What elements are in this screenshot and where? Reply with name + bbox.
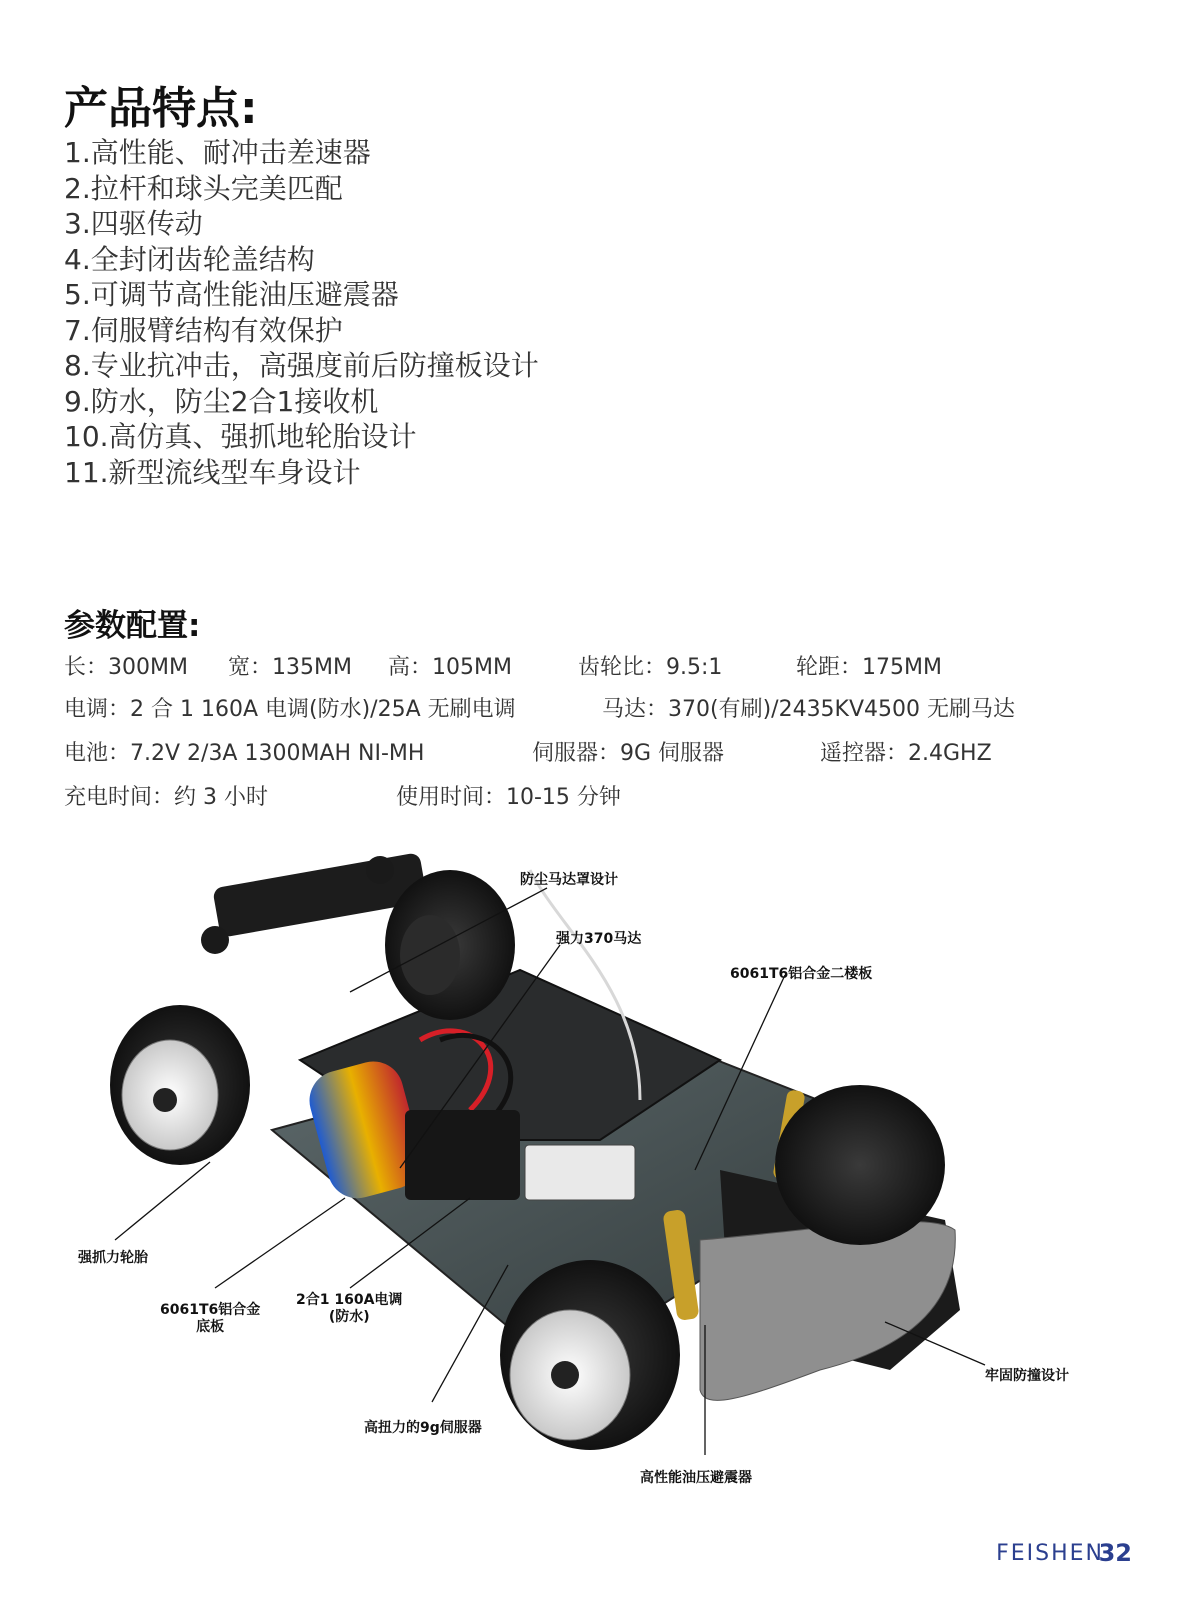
feature-item: 2.拉杆和球头完美匹配 bbox=[64, 171, 343, 205]
page-number: 32 bbox=[1098, 1539, 1132, 1567]
feature-item: 11.新型流线型车身设计 bbox=[64, 455, 361, 489]
rear-left-wheel bbox=[110, 1005, 250, 1165]
spec-wheelbase: 轮距：175MM bbox=[796, 655, 942, 680]
params-title: 参数配置: bbox=[64, 608, 201, 644]
spec-servo: 伺服器：9G 伺服器 bbox=[532, 741, 725, 766]
feature-item: 5.可调节高性能油压避震器 bbox=[64, 278, 399, 311]
spec-height: 高：105MM bbox=[388, 655, 512, 680]
feature-item: 1.高性能、耐冲击差速器 bbox=[64, 136, 371, 169]
spec-esc: 电调：2 合 1 160A 电调(防水)/25A 无刷电调 bbox=[64, 697, 516, 722]
feature-item: 9.防水，防尘2合1接收机 bbox=[64, 384, 379, 418]
spec-length: 长：300MM bbox=[64, 655, 188, 680]
feature-item: 10.高仿真、强抓地轮胎设计 bbox=[64, 420, 417, 453]
front-right-wheel bbox=[775, 1085, 945, 1245]
callout-tires: 强抓力轮胎 bbox=[78, 1250, 148, 1266]
callout-dust-cover: 防尘马达罩设计 bbox=[520, 872, 618, 888]
rc-car-chassis-image bbox=[0, 810, 1200, 1570]
feature-item: 4.全封闭齿轮盖结构 bbox=[64, 242, 315, 276]
callout-shock: 高性能油压避震器 bbox=[640, 1470, 752, 1486]
spec-battery: 电池：7.2V 2/3A 1300MAH NI-MH bbox=[64, 741, 425, 766]
spec-charge-time: 充电时间：约 3 小时 bbox=[64, 785, 268, 810]
brand-logo: FEISHEN bbox=[996, 1541, 1104, 1566]
callout-esc: 2合1 160A电调 (防水) bbox=[296, 1292, 403, 1325]
callout-bumper: 牢固防撞设计 bbox=[985, 1368, 1069, 1384]
spec-use-time: 使用时间：10-15 分钟 bbox=[396, 785, 621, 810]
feature-item: 8.专业抗冲击，高强度前后防撞板设计 bbox=[64, 349, 539, 382]
spec-remote: 遥控器：2.4GHZ bbox=[820, 741, 992, 766]
spec-motor: 马达：370(有刷)/2435KV4500 无刷马达 bbox=[602, 697, 1016, 722]
front-left-wheel bbox=[500, 1260, 680, 1450]
spec-width: 宽：135MM bbox=[228, 655, 352, 680]
callout-chassis: 6061T6铝合金 底板 bbox=[160, 1302, 261, 1335]
feature-item: 3.四驱传动 bbox=[64, 207, 203, 240]
features-list bbox=[64, 135, 539, 490]
callout-motor: 强力370马达 bbox=[556, 931, 642, 947]
callout-upper-plate: 6061T6铝合金二楼板 bbox=[730, 966, 873, 982]
feature-item: 7.伺服臂结构有效保护 bbox=[64, 313, 343, 347]
features-title: 产品特点: bbox=[64, 83, 258, 134]
callout-servo: 高扭力的9g伺服器 bbox=[364, 1420, 482, 1436]
rear-right-wheel bbox=[385, 870, 515, 1020]
spec-gear-ratio: 齿轮比：9.5:1 bbox=[578, 655, 723, 680]
